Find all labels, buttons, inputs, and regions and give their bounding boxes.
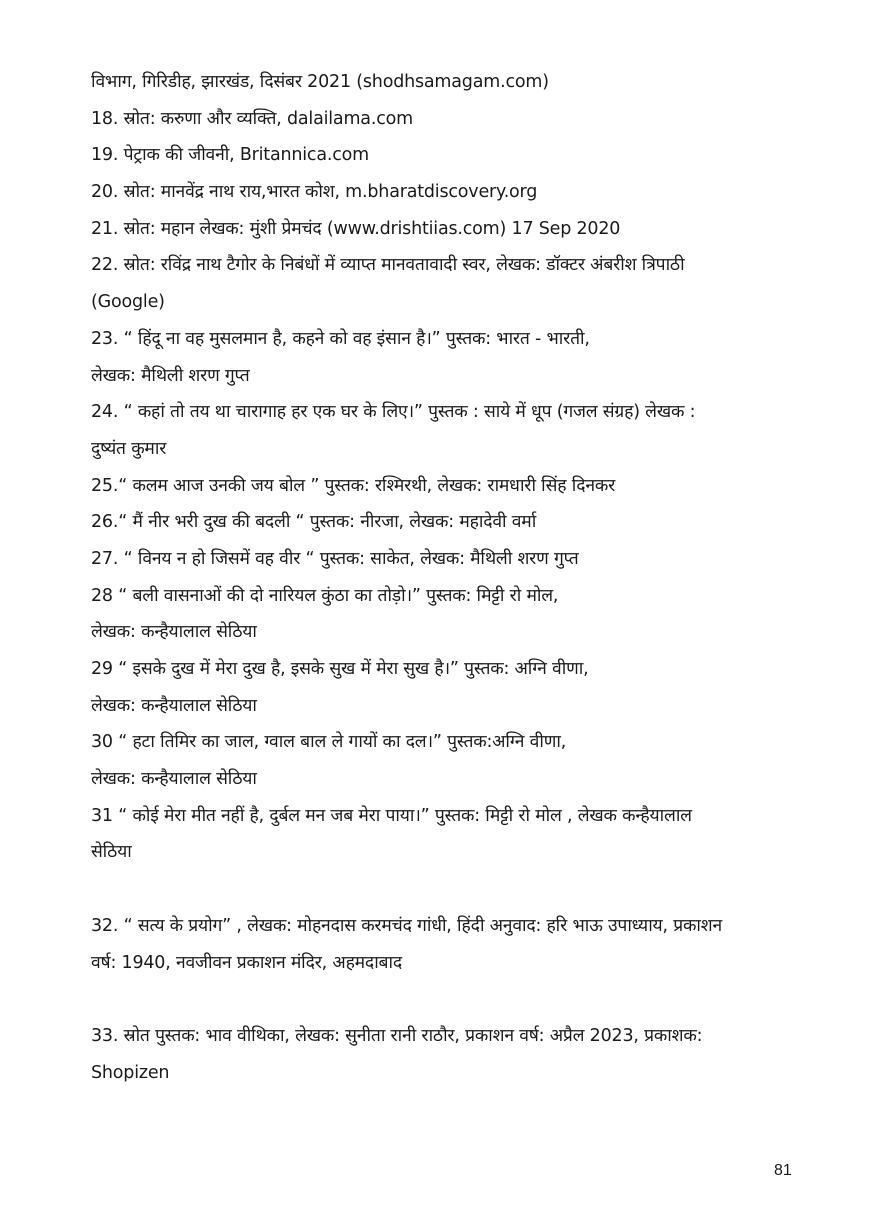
reference-32-continued: वर्ष: 1940, नवजीवन प्रकाशन मंदिर, अहमदाबाद	[91, 952, 402, 973]
paragraph-gap	[91, 981, 791, 1018]
references-list	[91, 64, 791, 1091]
reference-23-continued: लेखक: मैथिली शरण गुप्त	[91, 365, 250, 386]
reference-29-continued: लेखक: कन्हैयालाल सेठिया	[91, 695, 257, 716]
reference-18: 18. स्रोत: करुणा और व्यक्ति, dalailama.com	[91, 108, 413, 129]
reference-28-continued: लेखक: कन्हैयालाल सेठिया	[91, 622, 257, 643]
reference-line: विभाग, गिरिडीह, झारखंड, दिसंबर 2021 (shodhsamagam.com)	[91, 72, 549, 92]
reference-21: 21. स्रोत: महान लेखक: मुंशी प्रेमचंद (www.drishtiias.com) 17 Sep 2020	[91, 218, 621, 239]
reference-23: 23. “ हिंदू ना वह मुसलमान है, कहने को वह इंसान है।” पुस्तक: भारत - भारती,	[91, 328, 590, 349]
reference-27: 27. “ विनय न हो जिसमें वह वीर “ पुस्तक: साकेत, लेखक: मैथिली शरण गुप्त	[91, 548, 579, 569]
reference-30: 30 “ हटा तिमिर का जाल, ग्वाल बाल ले गायों का दल।” पुस्तक:अग्नि वीणा,	[91, 732, 567, 753]
page-number: 81	[774, 1162, 792, 1179]
reference-31: 31 “ कोई मेरा मीत नहीं है, दुर्बल मन जब मेरा पाया।” पुस्तक: मिट्टी रो मोल , लेखक कन्हैयालाल	[91, 805, 692, 826]
reference-30-continued: लेखक: कन्हैयालाल सेठिया	[91, 769, 257, 790]
reference-28: 28 “ बली वासनाओं की दो नारियल कुंठा का तोड़ो।” पुस्तक: मिट्टी रो मोल,	[91, 585, 559, 606]
reference-22-continued: (Google)	[91, 292, 165, 313]
reference-20: 20. स्रोत: मानवेंद्र नाथ राय,भारत कोश, m.bharatdiscovery.org	[91, 182, 538, 203]
reference-25: 25.“ कलम आज उनकी जय बोल ” पुस्तक: रश्मिरथी, लेखक: रामधारी सिंह दिनकर	[91, 475, 616, 496]
reference-26: 26.“ मैं नीर भरी दुख की बदली “ पुस्तक: नीरजा, लेखक: महादेवी वर्मा	[91, 512, 537, 533]
reference-31-continued: सेठिया	[91, 842, 132, 863]
paragraph-gap	[91, 871, 791, 908]
reference-33-continued: Shopizen	[91, 1062, 170, 1083]
reference-29: 29 “ इसके दुख में मेरा दुख है, इसके सुख में मेरा सुख है।” पुस्तक: अग्नि वीणा,	[91, 659, 589, 679]
reference-19: 19. पेट्राक की जीवनी, Britannica.com	[91, 145, 370, 166]
reference-24: 24. “ कहां तो तय था चारागाह हर एक घर के लिए।” पुस्तक : साये में धूप (गजल संग्रह) लेखक :	[91, 402, 696, 423]
reference-32: 32. “ सत्य के प्रयोग” , लेखक: मोहनदास करमचंद गांधी, हिंदी अनुवाद: हरि भाऊ उपाध्याय, प्रकाशन	[91, 915, 722, 936]
reference-24-continued: दुष्यंत कुमार	[91, 438, 167, 459]
reference-33: 33. स्रोत पुस्तक: भाव वीथिका, लेखक: सुनीता रानी राठौर, प्रकाशन वर्ष: अप्रैल 2023, प्रकाशक:	[91, 1025, 703, 1046]
reference-22: 22. स्रोत: रविंद्र नाथ टैगोर के निबंधों में व्याप्त मानवतावादी स्वर, लेखक: डॉक्टर अंबरीश त्रिपाठी	[91, 255, 685, 276]
